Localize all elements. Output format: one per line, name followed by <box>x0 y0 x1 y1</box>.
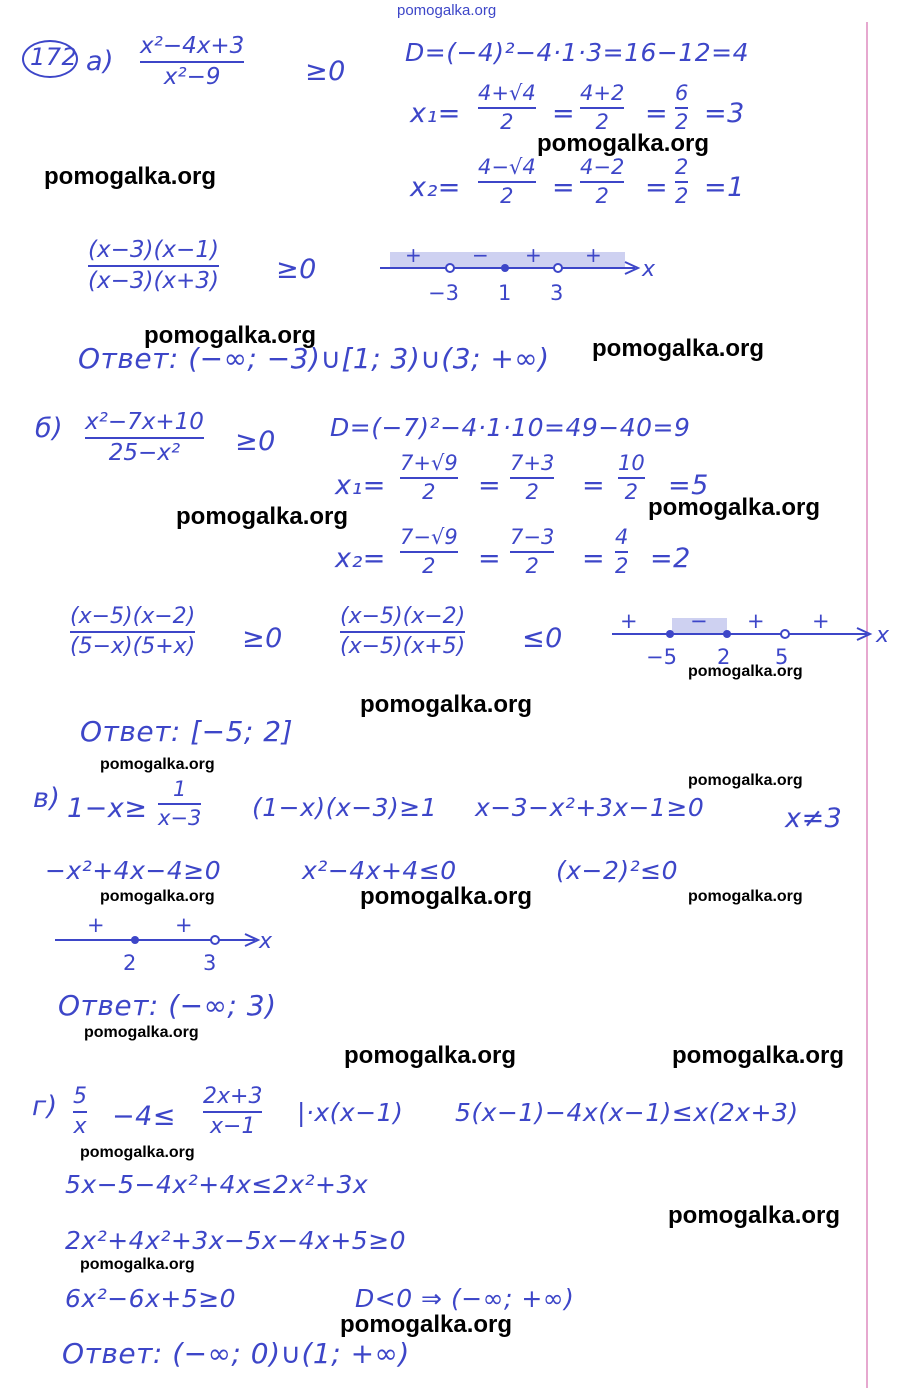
part-a-label: а) <box>86 46 115 77</box>
watermark: pomogalka.org <box>80 1144 195 1161</box>
watermark: pomogalka.org <box>672 1042 845 1069</box>
watermark: pomogalka.org <box>100 756 215 773</box>
part-a-axis-tick-3: 3 <box>550 281 564 305</box>
part-b-factored-sign-2: ≤0 <box>522 623 563 654</box>
part-b-axis-sign-1: + <box>620 609 638 633</box>
part-a-axis-sign-2: − <box>472 243 489 267</box>
part-a-factored-fraction: (x−3)(x−1) (x−3)(x+3) <box>88 237 219 295</box>
part-a-x2-fraction-1: 4−√4 2 <box>478 155 536 209</box>
part-v-answer: Ответ: (−∞; 3) <box>58 989 277 1022</box>
part-g-step-5: D<0 ⇒ (−∞; +∞) <box>355 1284 575 1313</box>
part-a-factored-sign: ≥0 <box>276 254 317 285</box>
watermark: pomogalka.org <box>688 888 803 905</box>
part-v-inequality-left: 1−x≥ <box>67 793 148 824</box>
part-g-fraction-1: 5 x <box>73 1084 87 1140</box>
watermark: pomogalka.org <box>84 1024 199 1041</box>
watermark: pomogalka.org <box>360 691 533 718</box>
part-b-x2-result: =2 <box>650 543 691 574</box>
part-b-x1-result: =5 <box>668 470 709 501</box>
part-b-label: б) <box>35 413 64 444</box>
part-a-x2-label: x₂= <box>410 172 461 203</box>
watermark: pomogalka.org <box>537 130 710 157</box>
part-b-axis-sign-2: − <box>690 609 708 633</box>
part-b-x2-fraction-1: 7−√9 2 <box>400 525 458 579</box>
part-v-axis-sign-2: + <box>175 913 193 937</box>
part-b-factored-fraction-2: (x−5)(x−2) (x−5)(x+5) <box>340 604 466 660</box>
part-b-inequality-sign: ≥0 <box>235 426 276 457</box>
part-b-axis-sign-3: + <box>747 609 765 633</box>
watermark: pomogalka.org <box>360 883 533 910</box>
part-b-x2-fraction-3: 4 2 <box>615 525 629 579</box>
part-a-x1-fraction-2: 4+2 2 <box>580 81 625 135</box>
part-b-number-line <box>612 602 902 672</box>
part-a-x1-eq-1: = <box>552 98 576 129</box>
part-a-axis-sign-1: + <box>405 243 422 267</box>
part-b-factored-fraction-1: (x−5)(x−2) (5−x)(5+x) <box>70 604 196 660</box>
part-g-fraction-2: 2x+3 x−1 <box>203 1084 263 1140</box>
part-g-multiplier: |·x(x−1) <box>297 1098 404 1127</box>
part-a-axis-sign-3: + <box>525 243 542 267</box>
watermark: pomogalka.org <box>688 772 803 789</box>
watermark: pomogalka.org <box>44 163 217 190</box>
part-b-factored-sign-1: ≥0 <box>242 623 283 654</box>
part-a-x1-eq-2: = <box>645 98 669 129</box>
part-v-step-4: x²−4x+4≤0 <box>302 856 457 885</box>
part-b-inequality-fraction: x²−7x+10 25−x² <box>85 409 204 467</box>
part-v-axis-tick-2: 3 <box>203 951 217 975</box>
part-a-axis-tick-1: −3 <box>428 281 459 305</box>
part-b-x2-eq-2: = <box>582 543 606 574</box>
part-b-axis-sign-4: + <box>812 609 830 633</box>
watermark: pomogalka.org <box>80 1256 195 1273</box>
part-a-axis-sign-4: + <box>585 243 602 267</box>
watermark: pomogalka.org <box>688 663 803 680</box>
part-b-answer: Ответ: [−5; 2] <box>80 715 293 748</box>
part-g-step-4: 6x²−6x+5≥0 <box>65 1284 237 1313</box>
part-a-x2-result: =1 <box>704 172 745 203</box>
part-v-axis-tick-1: 2 <box>123 951 137 975</box>
part-a-x2-eq-1: = <box>552 172 576 203</box>
part-g-step-1: 5(x−1)−4x(x−1)≤x(2x+3) <box>455 1098 799 1127</box>
part-b-x2-fraction-2: 7−3 2 <box>510 525 555 579</box>
part-a-inequality-fraction: x²−4x+3 x²−9 <box>140 33 245 91</box>
part-v-inequality-fraction: 1 x−3 <box>158 777 202 831</box>
part-a-x1-fraction-3: 6 2 <box>675 81 689 135</box>
part-b-x1-fraction-1: 7+√9 2 <box>400 451 458 505</box>
part-a-x2-eq-2: = <box>645 172 669 203</box>
part-a-x1-fraction-1: 4+√4 2 <box>478 81 536 135</box>
watermark: pomogalka.org <box>144 322 317 349</box>
part-g-step-2: 5x−5−4x²+4x≤2x²+3x <box>65 1170 369 1199</box>
watermark: pomogalka.org <box>340 1311 513 1338</box>
part-b-axis-var: x <box>876 623 890 648</box>
watermark: pomogalka.org <box>648 494 821 521</box>
part-a-axis-var: x <box>642 257 656 282</box>
part-v-axis-sign-1: + <box>87 913 105 937</box>
part-v-step-3: −x²+4x−4≥0 <box>45 856 222 885</box>
part-b-x1-label: x₁= <box>335 470 386 501</box>
part-g-minus-four: −4≤ <box>112 1101 176 1132</box>
part-v-number-line <box>55 908 295 978</box>
part-v-label: в) <box>33 783 61 814</box>
part-a-discriminant: D=(−4)²−4·1·3=16−12=4 <box>405 38 750 67</box>
top-watermark: pomogalka.org <box>397 2 497 19</box>
part-b-x1-eq-2: = <box>582 470 606 501</box>
part-v-axis-var: x <box>259 929 273 954</box>
task-number: 172 <box>30 43 78 71</box>
part-v-step-5: (x−2)²≤0 <box>556 856 679 885</box>
part-b-axis-tick-2: 2 <box>717 645 731 669</box>
part-b-axis-tick-1: −5 <box>646 645 677 669</box>
watermark: pomogalka.org <box>668 1202 841 1229</box>
part-a-x2-fraction-2: 4−2 2 <box>580 155 625 209</box>
watermark: pomogalka.org <box>592 335 765 362</box>
part-b-x1-fraction-2: 7+3 2 <box>510 451 555 505</box>
watermark: pomogalka.org <box>100 888 215 905</box>
watermark: pomogalka.org <box>176 503 349 530</box>
part-a-x1-result: =3 <box>704 98 745 129</box>
part-v-step-1: (1−x)(x−3)≥1 <box>252 793 438 822</box>
part-v-restriction: x≠3 <box>785 803 843 834</box>
part-a-x2-fraction-3: 2 2 <box>675 155 689 209</box>
part-a-x1-label: x₁= <box>410 98 461 129</box>
part-b-x1-fraction-3: 10 2 <box>618 451 645 505</box>
part-a-answer: Ответ: (−∞; −3)∪[1; 3)∪(3; +∞) <box>78 342 550 375</box>
part-a-number-line <box>380 238 670 308</box>
part-b-axis-tick-3: 5 <box>775 645 789 669</box>
margin-line <box>866 22 868 1388</box>
part-g-answer: Ответ: (−∞; 0)∪(1; +∞) <box>62 1337 410 1370</box>
part-g-label: г) <box>32 1091 58 1122</box>
part-g-step-3: 2x²+4x²+3x−5x−4x+5≥0 <box>65 1226 407 1255</box>
watermark: pomogalka.org <box>344 1042 517 1069</box>
part-b-x2-label: x₂= <box>335 543 386 574</box>
part-a-inequality-sign: ≥0 <box>305 56 346 87</box>
part-b-x1-eq-1: = <box>478 470 502 501</box>
part-a-axis-tick-2: 1 <box>498 281 512 305</box>
part-v-step-2: x−3−x²+3x−1≥0 <box>475 793 705 822</box>
part-b-discriminant: D=(−7)²−4·1·10=49−40=9 <box>330 413 691 442</box>
part-b-x2-eq-1: = <box>478 543 502 574</box>
